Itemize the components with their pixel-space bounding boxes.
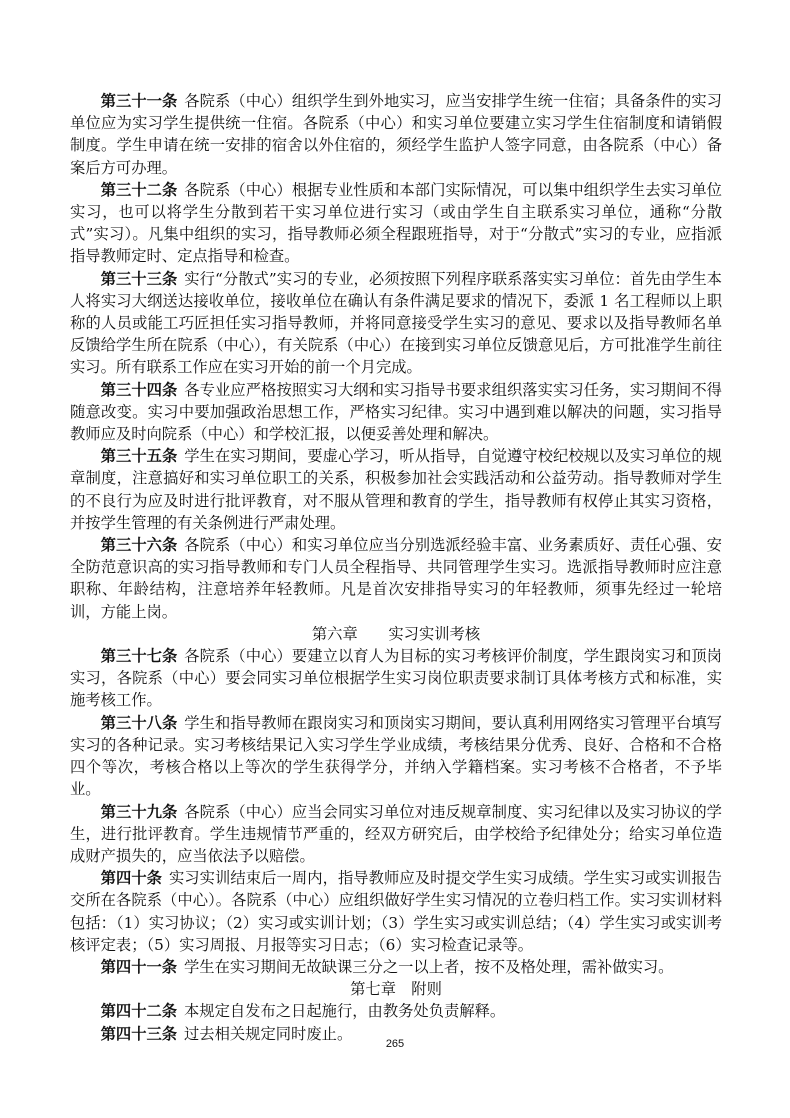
article-31 xyxy=(70,90,722,179)
article-35 xyxy=(70,445,722,534)
article-33 xyxy=(70,268,722,379)
chapter-title: 附则 xyxy=(411,980,442,999)
chapter-6-heading xyxy=(70,623,722,645)
article-text: 各院系（中心）组织学生到外地实习，应当安排学生统一住宿；具备条件的实习单位应为实习学生提供统一住宿。各院系（中心）和实习单位要建立实习学生住宿制度和请销假制度。学生申请在统一安排的宿舍以外住宿的，须经学生监护人签字同意，由各院系（中心）备案后方可办理。 xyxy=(70,92,722,177)
article-37 xyxy=(70,645,722,712)
article-number: 第三十一条 xyxy=(100,92,178,110)
chapter-number: 第六章 xyxy=(311,624,358,643)
article-number: 第三十八条 xyxy=(100,713,178,732)
article-number: 第三十九条 xyxy=(100,802,178,821)
article-text: 各院系（中心）和实习单位应当分别选派经验丰富、业务素质好、责任心强、安全防范意识高的实习指导教师和专门人员全程指导、共同管理学生实习。选派指导教师时应注意职称、年龄结构，注意培养年轻教师。凡是首次安排指导实习的年轻教师，须事先经过一轮培训，方能上岗。 xyxy=(70,536,722,621)
article-text: 实习实训结束后一周内，指导教师应及时提交学生实习成绩。学生实习或实训报告交所在各院系（中心）。各院系（中心）应组织做好学生实习情况的立卷归档工作。实习实训材料包括：（1）实习协议；（2）实习或实训计划；（3）学生实习或实训总结；（4）学生实习或实训考核评定表；（5）实习周报、月报等实习日志；（6）实习检查记录等。 xyxy=(70,869,722,954)
chapter-title: 实习实训考核 xyxy=(388,624,481,643)
article-number: 第三十六条 xyxy=(100,536,178,555)
article-number: 第三十七条 xyxy=(100,647,178,666)
article-text: 学生和指导教师在跟岗实习和顶岗实习期间，要认真利用网络实习管理平台填写实习的各种记录。实习考核结果记入实习学生学业成绩，考核结果分优秀、良好、合格和不合格四个等次，考核合格以上等次的学生获得学分，并纳入学籍档案。实习考核不合格者，不予毕业。 xyxy=(70,713,722,799)
article-text: 本规定自发布之日起施行，由教务处负责解释。 xyxy=(183,1002,506,1021)
article-34 xyxy=(70,379,722,446)
article-36 xyxy=(70,534,722,623)
article-40 xyxy=(70,867,722,956)
article-number: 第三十二条 xyxy=(100,180,178,199)
article-number: 第四十三条 xyxy=(100,1024,178,1043)
article-41 xyxy=(70,956,722,978)
article-text: 各院系（中心）应当会同实习单位对违反规章制度、实习纪律以及实习协议的学生，进行批评教育。学生违规情节严重的，经双方研究后，由学校给予纪律处分；给实习单位造成财产损失的，应当依法予以赔偿。 xyxy=(70,802,722,865)
chapter-7-heading xyxy=(70,978,722,1000)
article-42 xyxy=(70,1000,722,1022)
document-page xyxy=(70,90,722,1045)
article-38 xyxy=(70,712,722,801)
article-text: 过去相关规定同时废止。 xyxy=(183,1024,353,1043)
chapter-number: 第七章 xyxy=(350,980,396,999)
article-text: 学生在实习期间无故缺课三分之一以上者，按不及格处理，需补做实习。 xyxy=(183,957,674,976)
article-number: 第四十二条 xyxy=(100,1002,178,1021)
article-text: 各院系（中心）要建立以育人为目标的实习考核评价制度，学生跟岗实习和顶岗实习，各院系（中心）要会同实习单位根据学生实习岗位职责要求制订具体考核方式和标准，实施考核工作。 xyxy=(70,647,722,710)
article-number: 第三十五条 xyxy=(100,447,178,466)
article-number: 第三十四条 xyxy=(100,380,178,399)
page-number: 265 xyxy=(385,1038,405,1050)
article-number: 第四十一条 xyxy=(100,957,178,976)
article-number: 第三十三条 xyxy=(100,269,178,288)
article-39 xyxy=(70,801,722,868)
article-number: 第四十条 xyxy=(100,869,163,888)
article-text: 各专业应严格按照实习大纲和实习指导书要求组织落实实习任务，实习期间不得随意改变。实习中要加强政治思想工作，严格实习纪律。实习中遇到难以解决的问题，实习指导教师应及时向院系（中心）和学校汇报，以便妥善处理和解决。 xyxy=(70,380,722,444)
article-text: 各院系（中心）根据专业性质和本部门实际情况，可以集中组织学生去实习单位实习，也可以将学生分散到若干实习单位进行实习（或由学生自主联系实习单位，通称“分散式”实习）。凡集中组织的实习，指导教师必须全程跟班指导，对于“分散式”实习的专业，应指派指导教师定时、定点指导和检查。 xyxy=(70,180,722,266)
article-32 xyxy=(70,179,722,268)
article-text: 实行“分散式”实习的专业，必须按照下列程序联系落实实习单位：首先由学生本人将实习大纲送达接收单位，接收单位在确认有条件满足要求的情况下，委派 1 名工程师以上职称的人员或能工巧匠担任实习指导教师，并将同意接受学生实习的意见、要求以及指导教师名单反馈给学生所在院系（中心），有关院系（中心）在接到实习单位反馈意见后，方可批准学生前往实习。所有联系工作应在实习开始的前一个月完成。 xyxy=(70,269,722,377)
article-text: 学生在实习期间，要虚心学习，听从指导，自觉遵守校纪校规以及实习单位的规章制度，注意搞好和实习单位职工的关系，积极参加社会实践活动和公益劳动。指导教师对学生的不良行为应及时进行批评教育，对不服从管理和教育的学生，指导教师有权停止其实习资格，并按学生管理的有关条例进行严肃处理。 xyxy=(70,447,722,532)
